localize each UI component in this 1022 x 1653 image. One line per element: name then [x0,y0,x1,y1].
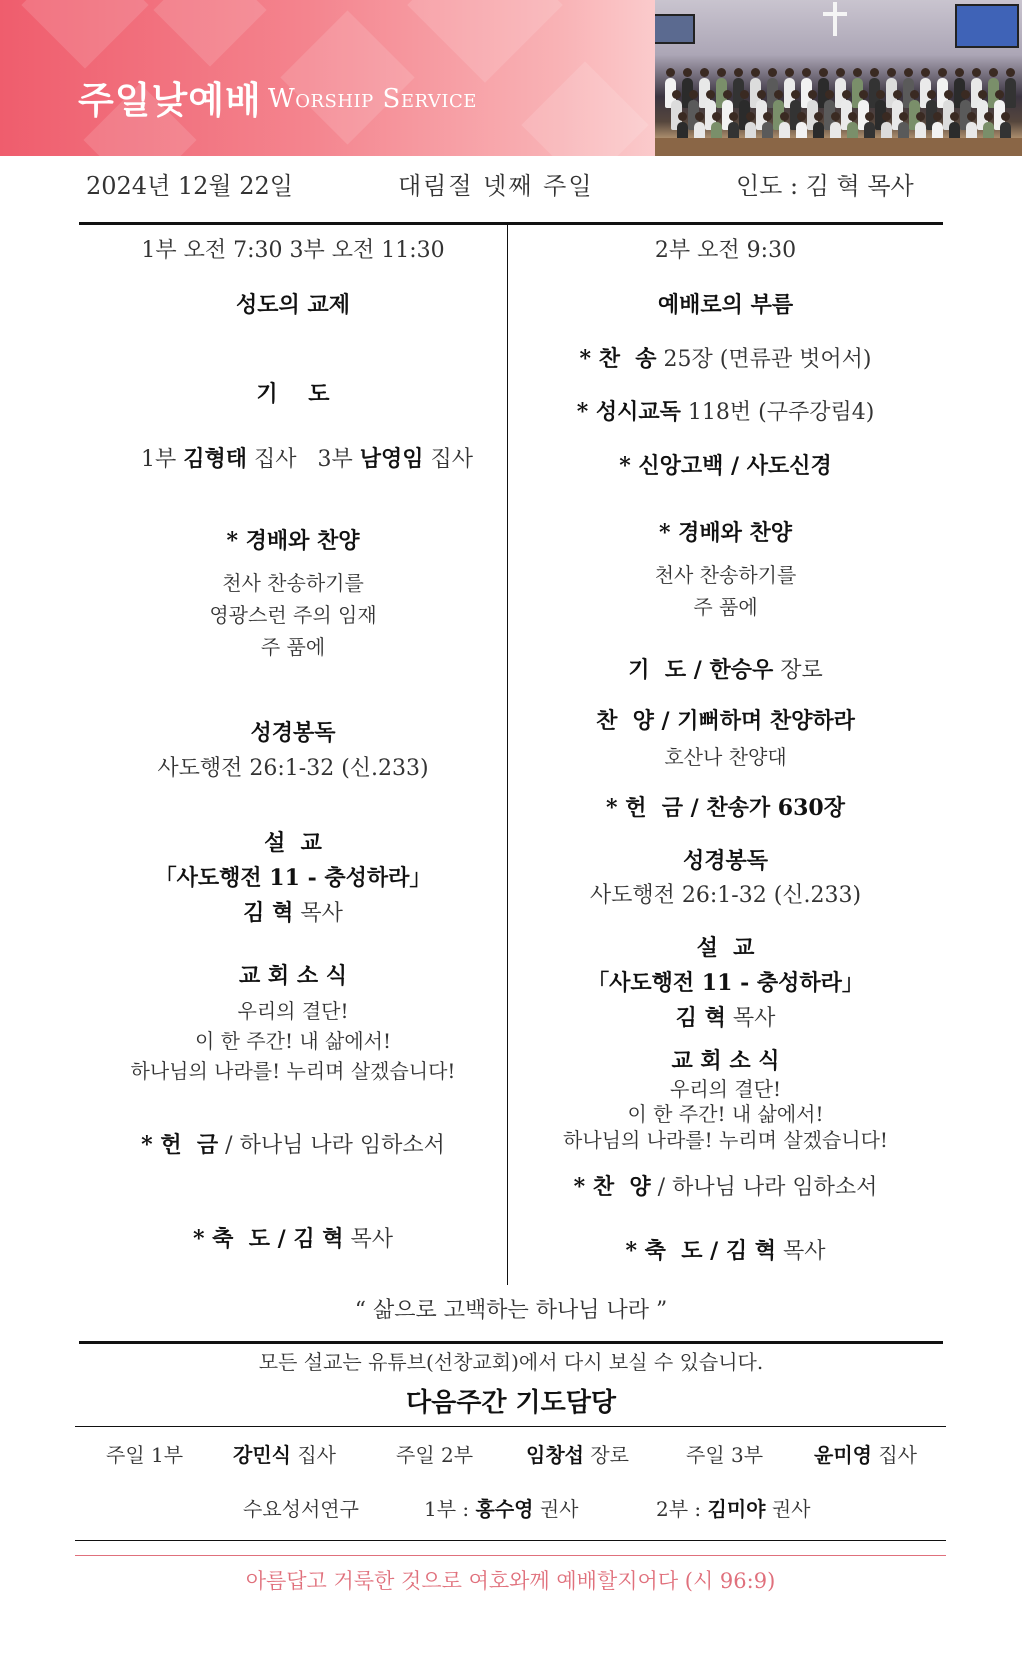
right-closing-praise: * 찬 양 / 하나님 나라 임하소서 [573,1174,878,1200]
person-head [848,112,857,121]
congregation-photo [655,0,1022,156]
left-sermon-title: 설 교 [264,830,322,856]
person-head [1006,68,1015,77]
person-head [876,90,885,99]
person-head [853,68,862,77]
person-head [921,68,930,77]
person-head [717,68,726,77]
left-news-line: 우리의 결단! [237,999,349,1023]
right-creed: * 신앙고백 / 사도신경 [619,453,832,479]
right-choir-name: 호산나 찬양대 [664,745,787,769]
duty-person: 임창섭 장로 [526,1443,629,1467]
stage-floor [655,138,1022,156]
person-head [763,112,772,121]
left-scripture-title: 성경봉독 [250,720,336,746]
person-head [678,112,687,121]
person-head [666,68,675,77]
person-head [1001,112,1010,121]
person-head [729,112,738,121]
duty-person: 2부 : 김미야 권사 [656,1497,811,1521]
motto: “ 삶으로 고백하는 하나님 나라 ” [354,1298,668,1323]
left-news-line: 하나님의 나라를! 누리며 살겠습니다! [130,1059,456,1083]
person-head [746,112,755,121]
person-head [723,90,732,99]
person-head [802,68,811,77]
duty-label: 수요성서연구 [243,1497,359,1521]
person-head [870,68,879,77]
right-praise-song: 천사 찬송하기를 [654,563,797,587]
person-head [984,112,993,121]
right-scripture-ref: 사도행전 26:1-32 (신.233) [589,883,862,908]
left-prayer-title: 기 도 [256,381,330,407]
left-prayer-names: 1부 김형태 집사 3부 남영임 집사 [140,446,473,472]
right-call-to-worship: 예배로의 부름 [657,292,794,318]
header-banner [0,0,1022,156]
right-praise-title: * 경배와 찬양 [658,520,793,546]
person-head [774,90,783,99]
person-head [836,68,845,77]
person-head [683,68,692,77]
duty-label: 주일 3부 [686,1443,764,1467]
duty-person: 1부 : 홍수영 권사 [424,1497,579,1521]
duty-label: 주일 1부 [106,1443,184,1467]
cross-bar [823,12,847,16]
next-week-title: 다음주간 기도담당 [406,1388,616,1418]
duty-person: 강민식 집사 [233,1443,336,1467]
person-head [961,90,970,99]
cross-icon [833,2,837,36]
person-head [842,90,851,99]
closing-verse: 아름답고 거룩한 것으로 여호와께 예배할지어다 (시 96:9) [245,1569,776,1593]
person-head [967,112,976,121]
person-head [950,112,959,121]
right-prayer: 기 도 / 한승우 장로 [628,657,823,683]
person-head [734,68,743,77]
youtube-note: 모든 설교는 유튜브(선창교회)에서 다시 보실 수 있습니다. [258,1350,764,1374]
left-news-title: 교 회 소 식 [239,963,347,989]
person-head [672,90,681,99]
person-head [989,68,998,77]
person-head [695,112,704,121]
right-hymn: * 찬 송 25장 (면류관 벗어서) [579,346,872,372]
right-service-time: 2부 오전 9:30 [654,238,797,263]
person-head [893,90,902,99]
left-praise-title: * 경배와 찬양 [226,528,360,554]
person-head [757,90,766,99]
right-news-title: 교 회 소 식 [671,1048,780,1074]
person-head [740,90,749,99]
left-praise-song: 천사 찬송하기를 [222,571,364,595]
person-head [700,68,709,77]
left-news-line: 이 한 주간! 내 삶에서! [194,1029,392,1053]
right-news-line: 우리의 결단! [670,1077,781,1101]
person-head [791,90,800,99]
person-head [825,90,834,99]
right-offering: * 헌 금 / 찬송가 630장 [606,795,845,821]
person-head [785,68,794,77]
person-head [712,112,721,121]
person-head [797,112,806,121]
duty-label: 주일 2부 [396,1443,474,1467]
page-title: 주일낮예배 [78,79,262,122]
person-head [904,68,913,77]
person-head [689,90,698,99]
page-subtitle: Worship Service [268,84,477,114]
right-scripture-title: 성경봉독 [682,848,768,874]
person-head [814,112,823,121]
person-head [768,68,777,77]
verse-rule-accent [75,1555,946,1556]
right-choir-title: 찬 양 / 기뻐하며 찬양하라 [596,708,855,734]
worship-leader: 인도 : 김 혁 목사 [736,172,914,200]
verse-rule-top [75,1540,946,1541]
side-screen [655,14,695,44]
right-preacher: 김 혁 목사 [675,1005,776,1031]
right-sermon-title: 설 교 [696,935,755,961]
person-head [955,68,964,77]
person-head [831,112,840,121]
person-head [938,68,947,77]
right-news-line: 하나님의 나라를! 누리며 살겠습니다! [563,1128,888,1152]
footer-rule [79,1341,943,1344]
person-head [933,112,942,121]
person-head [706,90,715,99]
top-rule [79,222,943,225]
service-date: 2024년 12월 22일 [86,172,293,200]
person-head [887,68,896,77]
person-head [899,112,908,121]
person-head [995,90,1004,99]
person-head [751,68,760,77]
right-praise-song: 주 품에 [693,595,758,619]
person-head [910,90,919,99]
person-head [859,90,868,99]
person-head [819,68,828,77]
right-benediction: * 축 도 / 김 혁 목사 [625,1238,826,1264]
person-head [972,68,981,77]
person-head [780,112,789,121]
right-sermon-name: 「사도행전 11 - 충성하라」 [587,970,864,996]
person-head [944,90,953,99]
person-head [882,112,891,121]
left-praise-song: 영광스런 주의 임재 [209,603,377,627]
left-scripture-ref: 사도행전 26:1-32 (신.233) [157,756,429,781]
left-preacher: 김 혁 목사 [243,900,343,926]
left-greeting: 성도의 교제 [236,292,350,318]
person-figure [1005,78,1016,108]
right-responsive-reading: * 성시교독 118번 (구주강림4) [576,399,875,425]
person-head [978,90,987,99]
person-head [927,90,936,99]
person-head [865,112,874,121]
right-news-line: 이 한 주간! 내 삶에서! [627,1102,824,1126]
person-head [808,90,817,99]
projection-screen [955,4,1019,48]
left-praise-song: 주 품에 [260,635,326,659]
liturgical-season: 대림절 넷째 주일 [398,172,594,200]
duty-person: 윤미영 집사 [814,1443,917,1467]
left-service-time: 1부 오전 7:30 3부 오전 11:30 [141,238,445,263]
next-week-rule [75,1426,946,1427]
person-head [916,112,925,121]
left-offering: * 헌 금 / 하나님 나라 임하소서 [141,1132,445,1158]
left-sermon-name: 「사도행전 11 - 충성하라」 [154,865,432,891]
left-benediction: * 축 도 / 김 혁 목사 [192,1226,393,1252]
